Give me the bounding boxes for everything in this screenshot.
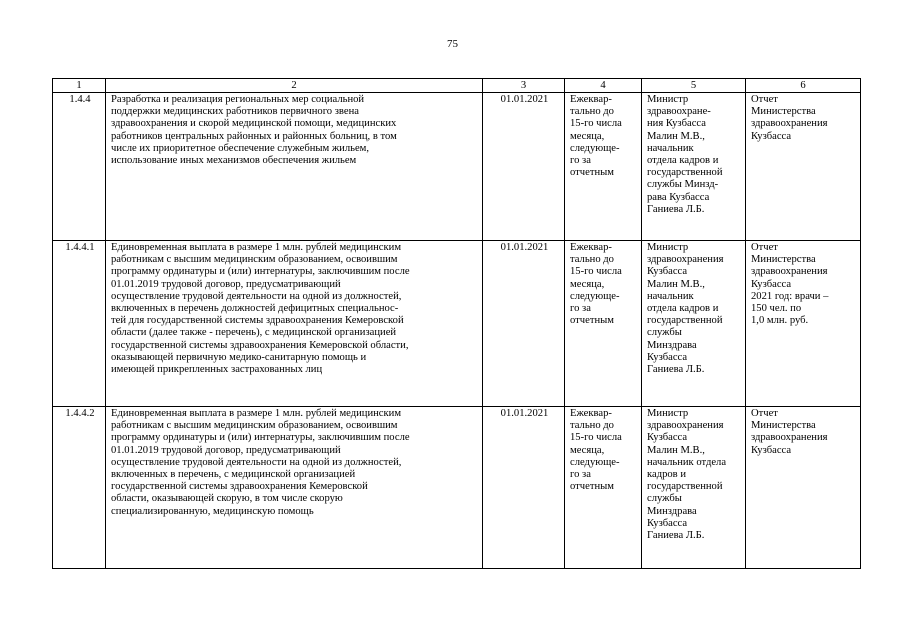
cell-text-line: отдела кадров и xyxy=(647,155,719,167)
cell-text-line: использование иных механизмов обеспечения жильем xyxy=(111,155,357,167)
cell-text-line: Ежеквар- xyxy=(570,242,612,253)
responsible-person xyxy=(642,93,746,241)
cell-text-line: программу ординатуры и (или) интернатуры, заключившим после xyxy=(111,432,410,444)
cell-text-line: Ганиева Л.Б. xyxy=(647,203,705,215)
cell-text-line: специализированную, медицинскую помощь xyxy=(111,505,314,517)
report-result xyxy=(746,241,861,407)
column-header: 2 xyxy=(106,79,483,93)
cell-text-line: здравоохранения xyxy=(751,118,828,130)
reporting-period xyxy=(565,241,642,407)
cell-text-line: отчетным xyxy=(570,315,614,327)
cell-text-line: тей для государственной системы здравоохранения Кемеровской xyxy=(111,315,404,327)
cell-text-line: службы Минзд- xyxy=(647,179,719,191)
cell-text-line: Кузбасса xyxy=(647,266,688,278)
cell-text-line: месяца, xyxy=(570,278,605,290)
report-result xyxy=(746,93,861,241)
cell-text-line: Кузбасса xyxy=(751,444,792,456)
cell-text-line: Единовременная выплата в размере 1 млн. рублей медицинским xyxy=(111,408,402,419)
cell-text-line: 01.01.2019 трудовой договор, предусматривающий xyxy=(111,444,341,456)
cell-text-line: 1,0 млн. руб. xyxy=(751,315,809,327)
cell-text-line: рава Кузбасса xyxy=(647,191,710,203)
cell-text-line: Единовременная выплата в размере 1 млн. рублей медицинским xyxy=(111,242,402,253)
cell-text-line: Министр xyxy=(647,408,689,419)
column-header: 1 xyxy=(53,79,106,93)
responsible-person xyxy=(642,407,746,569)
cell-text-line: 15-го числа xyxy=(570,432,622,444)
cell-text-line: оказывающей первичную медико-санитарную помощь и xyxy=(111,351,367,363)
cell-text-line: месяца, xyxy=(570,444,605,456)
cell-text-line: Разработка и реализация региональных мер социальной xyxy=(111,94,365,105)
cell-text-line: отчетным xyxy=(570,167,614,179)
start-date: 01.01.2021 xyxy=(483,407,565,569)
cell-text-line: го за xyxy=(570,155,591,167)
cell-text-line: месяца, xyxy=(570,130,605,142)
cell-text-line: государственной системы здравоохранения Кемеровской xyxy=(111,481,368,493)
cell-text-line: Ежеквар- xyxy=(570,408,612,419)
start-date: 01.01.2021 xyxy=(483,241,565,407)
cell-text-line: Кузбасса xyxy=(647,432,688,444)
item-number: 1.4.4 xyxy=(53,93,106,241)
cell-text-line: следующе- xyxy=(570,290,620,302)
cell-text-line: работникам с высшим медицинским образованием, освоившим xyxy=(111,420,398,432)
cell-text-line: государственной xyxy=(647,481,723,493)
item-description xyxy=(106,407,483,569)
cell-text-line: имеющей прикрепленных застрахованных лиц xyxy=(111,364,323,376)
cell-text-line: 01.01.2019 трудовой договор, предусматривающий xyxy=(111,278,341,290)
cell-text-line: здравоохране- xyxy=(647,106,711,118)
cell-text-line: отчетным xyxy=(570,481,614,493)
cell-text-line: осуществление трудовой деятельности на одной из должностей, xyxy=(111,290,402,302)
cell-text-line: Кузбасса xyxy=(751,278,792,290)
cell-text-line: Министр xyxy=(647,242,689,253)
cell-text-line: Малин М.В., xyxy=(647,130,705,142)
item-description xyxy=(106,241,483,407)
cell-text-line: программу ординатуры и (или) интернатуры, заключившим после xyxy=(111,266,410,278)
cell-text-line: следующе- xyxy=(570,142,620,154)
cell-text-line: отдела кадров и xyxy=(647,303,719,315)
column-header: 3 xyxy=(483,79,565,93)
cell-text-line: государственной xyxy=(647,167,723,179)
reporting-period xyxy=(565,407,642,569)
cell-text-line: числе их приоритетное обеспечение служебным жильем, xyxy=(111,142,370,154)
cell-text-line: Кузбасса xyxy=(647,517,688,529)
item-number: 1.4.4.1 xyxy=(53,241,106,407)
table-row xyxy=(53,241,861,407)
column-header: 4 xyxy=(565,79,642,93)
cell-text-line: поддержки медицинских работников первичного звена xyxy=(111,106,359,118)
cell-text-line: начальник отдела xyxy=(647,456,727,468)
item-description xyxy=(106,93,483,241)
cell-text-line: осуществление трудовой деятельности на одной из должностей, xyxy=(111,456,402,468)
cell-text-line: Отчет xyxy=(751,94,778,105)
cell-text-line: Отчет xyxy=(751,242,778,253)
start-date: 01.01.2021 xyxy=(483,93,565,241)
reporting-period xyxy=(565,93,642,241)
cell-text-line: 2021 год: врачи – xyxy=(751,290,829,302)
cell-text-line: здравоохранения xyxy=(647,254,724,266)
cell-text-line: тально до xyxy=(570,106,614,118)
cell-text-line: следующе- xyxy=(570,456,620,468)
cell-text-line: включенных в перечень, с медицинской организацией xyxy=(111,469,356,481)
page-number: 75 xyxy=(447,38,458,50)
cell-text-line: Министр xyxy=(647,94,689,105)
cell-text-line: Ежеквар- xyxy=(570,94,612,105)
cell-text-line: тально до xyxy=(570,254,614,266)
cell-text-line: 15-го числа xyxy=(570,118,622,130)
column-number-row xyxy=(53,79,861,93)
cell-text-line: работников центральных районных и районных больниц, в том xyxy=(111,130,397,142)
cell-text-line: Кузбасса xyxy=(751,130,792,142)
cell-text-line: Малин М.В., xyxy=(647,278,705,290)
cell-text-line: государственной xyxy=(647,315,723,327)
responsible-person xyxy=(642,241,746,407)
table-row xyxy=(53,407,861,569)
cell-text-line: государственной системы здравоохранения Кемеровской области, xyxy=(111,339,409,351)
cell-text-line: Министерства xyxy=(751,420,816,432)
report-result xyxy=(746,407,861,569)
item-number: 1.4.4.2 xyxy=(53,407,106,569)
column-header: 6 xyxy=(746,79,861,93)
cell-text-line: области (далее также - перечень), с медицинской организацией xyxy=(111,327,397,339)
cell-text-line: Министерства xyxy=(751,106,816,118)
cell-text-line: начальник xyxy=(647,290,694,302)
cell-text-line: Минздрава xyxy=(647,339,697,351)
cell-text-line: Министерства xyxy=(751,254,816,266)
cell-text-line: Кузбасса xyxy=(647,351,688,363)
cell-text-line: области, оказывающей скорую, в том числе скорую xyxy=(111,493,343,505)
cell-text-line: работникам с высшим медицинским образованием, освоившим xyxy=(111,254,398,266)
cell-text-line: включенных в перечень должностей дефицитных специальнос- xyxy=(111,303,399,315)
cell-text-line: ния Кузбасса xyxy=(647,118,706,130)
cell-text-line: Минздрава xyxy=(647,505,697,517)
cell-text-line: здравоохранения xyxy=(751,432,828,444)
cell-text-line: здравоохранения и скорой медицинской помощи, медицинских xyxy=(111,118,397,130)
cell-text-line: службы xyxy=(647,493,682,505)
cell-text-line: тально до xyxy=(570,420,614,432)
cell-text-line: 15-го числа xyxy=(570,266,622,278)
cell-text-line: Ганиева Л.Б. xyxy=(647,530,705,542)
cell-text-line: здравоохранения xyxy=(647,420,724,432)
cell-text-line: Ганиева Л.Б. xyxy=(647,364,705,376)
cell-text-line: Отчет xyxy=(751,408,778,419)
cell-text-line: го за xyxy=(570,303,591,315)
cell-text-line: здравоохранения xyxy=(751,266,828,278)
cell-text-line: кадров и xyxy=(647,469,686,481)
cell-text-line: Малин М.В., xyxy=(647,444,705,456)
cell-text-line: го за xyxy=(570,469,591,481)
cell-text-line: службы xyxy=(647,327,682,339)
column-header: 5 xyxy=(642,79,746,93)
cell-text-line: начальник xyxy=(647,142,694,154)
table-row xyxy=(53,93,861,241)
cell-text-line: 150 чел. по xyxy=(751,303,802,315)
activity-plan-table xyxy=(52,78,861,569)
